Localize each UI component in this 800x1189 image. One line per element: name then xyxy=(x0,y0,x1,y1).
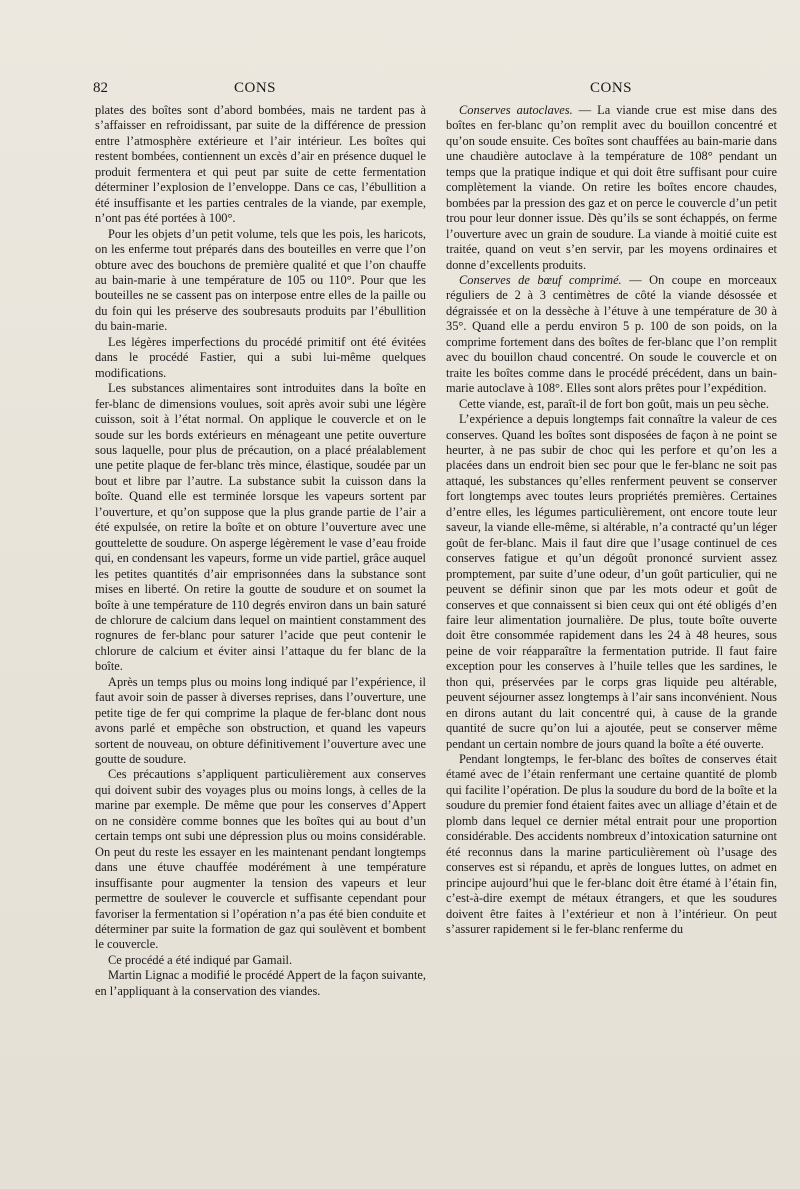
section-lead: Conserves autoclaves. xyxy=(459,103,573,117)
running-header xyxy=(0,80,800,100)
page-number: 82 xyxy=(93,80,108,96)
paragraph: Ces précautions s’appliquent particulièrement aux conserves qui doivent subir des voyages plus ou moins longs, à celles de la marine par exemple. De même que pour les conserves d’Appert on ne considère comme bonnes que les boîtes qui au bout d’un certain temps ont subi une dépression plus ou moins considérable. On peut du reste les essayer en les maintenant pendant longtemps dans une étuve chauffée modérément à une température insuffisante pour augmenter la tension des vapeurs et leur permettre de soulever le couvercle et suffisante cependant pour favoriser la fermentation si l’opération n’a pas été bien conduite et déterminer par suite la formation de gaz qui soulèvent et bombent le couvercle. xyxy=(95,767,426,952)
paragraph: Les légères imperfections du procédé primitif ont été évitées dans le procédé Fastier, qui a subi lui-même quelques modifications. xyxy=(95,334,426,380)
paragraph-text: — On coupe en morceaux réguliers de 2 à 3 centimètres de côté la viande désossée et dégraissée et on la dessèche à l’étuve à une température de 30 à 35°. Quand elle a perdu environ 5 p. 100 de son poids, on la comprime fortement dans des boîtes de fer-blanc que l’on remplit avec du bouillon chaud concentré. On soude le couvercle et on traite les boîtes comme dans le procédé précédent, dans un bain-marie autoclave à 108°. Elles sont alors prêtes pour l’expédition. xyxy=(446,272,778,396)
right-column xyxy=(446,103,777,937)
left-running-title: CONS xyxy=(234,80,277,96)
paragraph-text: — La viande crue est mise dans des boîtes en fer-blanc qu’on remplit avec du bouillon concentré et qu’on soude ensuite. Ces boîtes sont chauffées au bain-marie dans une chaudière autoclave à la température de 108° pendant un temps que la pratique indique et qui doit être suffisant pour cuire complètement la viande. On retire les boîtes encore chaudes, bombées par la pression des gaz et on perce le couvercle d’un petit trou pour leur donner issue. Dès qu’ils se sont échappés, on ferme l’ouverture avec un grain de soudure. La viande à moitié cuite est traitée, quand on veut s’en servir, par les moyens ordinaires et donne d’excellents produits. xyxy=(446,103,777,272)
paragraph-autoclave xyxy=(446,103,777,273)
paragraph: Les substances alimentaires sont introduites dans la boîte en fer-blanc de dimensions voulues, soit après avoir subi une légère cuisson, soit à l’état normal. On applique le couvercle et on le soude sur les bords extérieurs en ménageant une petite ouverture sous laquelle, pour plus de précaution, on a placé préalablement une petite plaque de fer-blanc très mince, élastique, soudée par un bout et libre par l’autre. La substance subit la cuisson dans la boîte. Quand elle est terminée lorsque les vapeurs sortent par l’ouverture, et qu’on suppose que la plus grande partie de l’air a été expulsée, on retire la boîte et on obture l’ouverture avec une gouttelette de soudure. On asperge légèrement le vase d’eau froide qui, en condensant les vapeurs, forme un vide partiel, grâce auquel les petites quantités d’air emprisonnées dans la substance sont mises en liberté. On retire la goutte de soudure et on soumet la boîte à une température de 110 degrés environ dans un bain saturé de chlorure de calcium dans lequel on maintient constamment des rognures de fer-blanc pour saturer l’acide que peut contenir le chlorure de calcium et éviter ainsi l’attaque du fer blanc de la boîte. xyxy=(95,381,426,674)
paragraph: Pour les objets d’un petit volume, tels que les pois, les haricots, on les enferme tout préparés dans des bouteilles en verre que l’on obture avec des bouchons de première qualité et que l’on chauffe au bain-marie à une température de 105 ou 110°. Pour que les bouteilles ne se cassent pas on interpose entre elles de la paille ou du foin qui les préserve des soubresauts produits par l’ébullition du bain-marie. xyxy=(95,226,426,334)
right-running-title: CONS xyxy=(590,80,633,96)
paragraph: Cette viande, est, paraît-il de fort bon goût, mais un peu sèche. xyxy=(459,396,770,411)
paragraph: L’expérience a depuis longtemps fait connaître la valeur de ces conserves. Quand les boîtes sont disposées de façon à ne point se heurter, à ne pas subir de choc qui les perfore et qu’on les a placées dans un endroit bien sec pour que le fer-blanc ne soit pas attaqué, les substances qu’elles renferment peuvent se conserver fort longtemps avec toutes leurs propriétés premières. Certaines d’entre elles, les légumes particulièrement, ont encore toute leur saveur, la viande elle-même, si altérable, n’a contracté qu’un léger goût de fer-blanc. Mais il faut dire que l’usage continuel de ces conserves fatigue et qu’un dégoût prononcé survient assez promptement, par suite d’une odeur, d’un goût particulier, qui ne peuvent se définir sinon que par les mots odeur et goût de conserves et que connaissent si bien ceux qui ont été obligés d’en faire leur alimentation journalière. De plus, toute boîte ouverte doit être consommée rapidement dans les 24 à 48 heures, sous peine de voir réapparaître la fermentation putride. Il faut faire exception pour les conserves à l’huile telles que les sardines, le thon qui, préservées par le corps gras liquide peu altérable, peuvent séjourner assez longtemps à l’air sans inconvénient. Nous en dirons autant du lait concentré qui, à cause de la grande quantité de sucre qu’on lui a ajoutée, peut se conserver même pendant un certain nombre de jours quand la boîte a été ouverte. xyxy=(446,412,777,751)
paragraph: plates des boîtes sont d’abord bombées, mais ne tardent pas à s’affaisser en refroidissant, par suite de la différence de pression entre l’atmosphère extérieure et l’air intérieur. Les boîtes qui restent bombées, contiennent un excès d’air en présence duquel le produit fermentera et qui peut par suite de cette fermentation déterminer l’explosion de l’enveloppe. Dans ce cas, l’ébullition a été insuffisante et les parties centrales de la viande, par exemple, n’ont pas été portées à 100°. xyxy=(95,103,426,226)
paragraph: Martin Lignac a modifié le procédé Appert de la façon suivante, en l’appliquant à la conservation des viandes. xyxy=(95,968,426,998)
paragraph: Pendant longtemps, le fer-blanc des boîtes de conserves était étamé avec de l’étain renfermant une certaine quantité de plomb qui facilite l’opération. De plus la soudure du bord de la boîte et la soudure du premier fond étaient faites avec un alliage d’étain et de plomb dans lequel ce dernier métal entrait pour une proportion considérable. Des accidents nombreux d’intoxication saturnine ont été reconnus dans la marine particulièrement où l’usage des conserves est si répandu, et après de longues luttes, on admet en principe aujourd’hui que le fer-blanc doit être étamé à l’étain fin, c’est-à-dire exempt de métaux étrangers, et que les soudures doivent être faites à l’extérieur et non à l’intérieur. On peut s’assurer rapidement si le fer-blanc renferme du xyxy=(446,752,777,937)
left-column xyxy=(95,103,426,999)
paragraph-boeuf xyxy=(446,273,777,397)
paragraph: Après un temps plus ou moins long indiqué par l’expérience, il faut avoir soin de passer à diverses reprises, dans l’ouverture, une petite tige de fer qui comprime la plaque de fer-blanc dont nous avons parlé et empêche son obstruction, et quand les vapeurs sortent de nouveau, on obture définitivement l’ouverture avec une goutte de soudure. xyxy=(95,674,426,767)
section-lead: Conserves de bœuf comprimé. xyxy=(459,272,622,287)
paragraph: Ce procédé a été indiqué par Gamail. xyxy=(108,952,293,967)
